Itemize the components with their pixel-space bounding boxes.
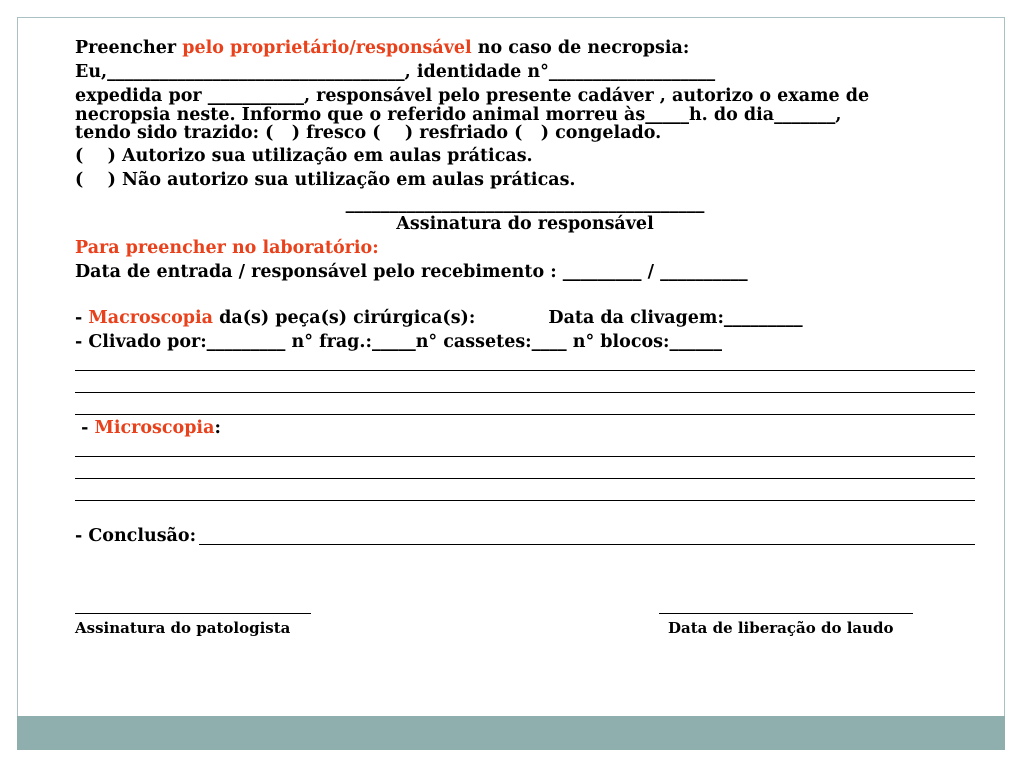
microscopy-rule-3 (75, 482, 975, 504)
release-date (659, 597, 913, 637)
release-date-label: Data de liberação do laudo (668, 619, 894, 637)
bottom-band (17, 716, 1005, 750)
conclusion-rule (199, 544, 975, 545)
responsible-signature-line: _________________________________________ (345, 194, 705, 214)
identity-line: Eu,__________________________________, identidade n°___________________ (75, 62, 716, 82)
owner-highlight: pelo proprietário/responsável (182, 38, 472, 58)
authorize-option: ( ) Autorizo sua utilização em aulas práticas. (75, 146, 533, 166)
pathologist-signature-label: Assinatura do patologista (75, 619, 291, 637)
microscopy-rule-2 (75, 460, 975, 482)
conclusion-label: - Conclusão: (75, 526, 197, 546)
macroscopy-line: - Macroscopia da(s) peça(s) cirúrgica(s): Data da clivagem:_________ (75, 308, 803, 328)
condition-line: tendo sido trazido: ( ) fresco ( ) resfriado ( ) congelado. (75, 123, 662, 143)
macroscopy-rule-3 (75, 396, 975, 418)
conclusion-line (75, 526, 975, 548)
microscopy-label: Microscopia (94, 418, 215, 438)
macroscopy-rule-1 (75, 352, 975, 374)
death-time-line: necropsia neste. Informo que o referido animal morreu às_____h. do dia_______, (75, 105, 842, 125)
pathologist-signature (75, 597, 311, 637)
not-authorize-option: ( ) Não autorizo sua utilização em aulas práticas. (75, 170, 576, 190)
responsible-signature-label: Assinatura do responsável (396, 214, 654, 234)
pathologist-signature-line (75, 597, 311, 614)
macroscopy-label: Macroscopia (88, 308, 214, 328)
release-date-line (659, 597, 913, 614)
necropsy-form (75, 38, 975, 548)
clivado-line: - Clivado por:_________ n° frag.:_____n° cassetes:____ n° blocos:______ (75, 332, 722, 352)
macroscopy-rule-2 (75, 374, 975, 396)
microscopy-line: - Microscopia: (75, 418, 221, 438)
entry-line: Data de entrada / responsável pelo recebimento : _________ / __________ (75, 262, 748, 282)
microscopy-rule-1 (75, 438, 975, 460)
lab-heading: Para preencher no laboratório: (75, 238, 379, 258)
issued-line: expedida por ___________, responsável pelo presente cadáver , autorizo o exame de (75, 86, 870, 106)
intro-line: Preencher pelo proprietário/responsável no caso de necropsia: (75, 38, 690, 58)
